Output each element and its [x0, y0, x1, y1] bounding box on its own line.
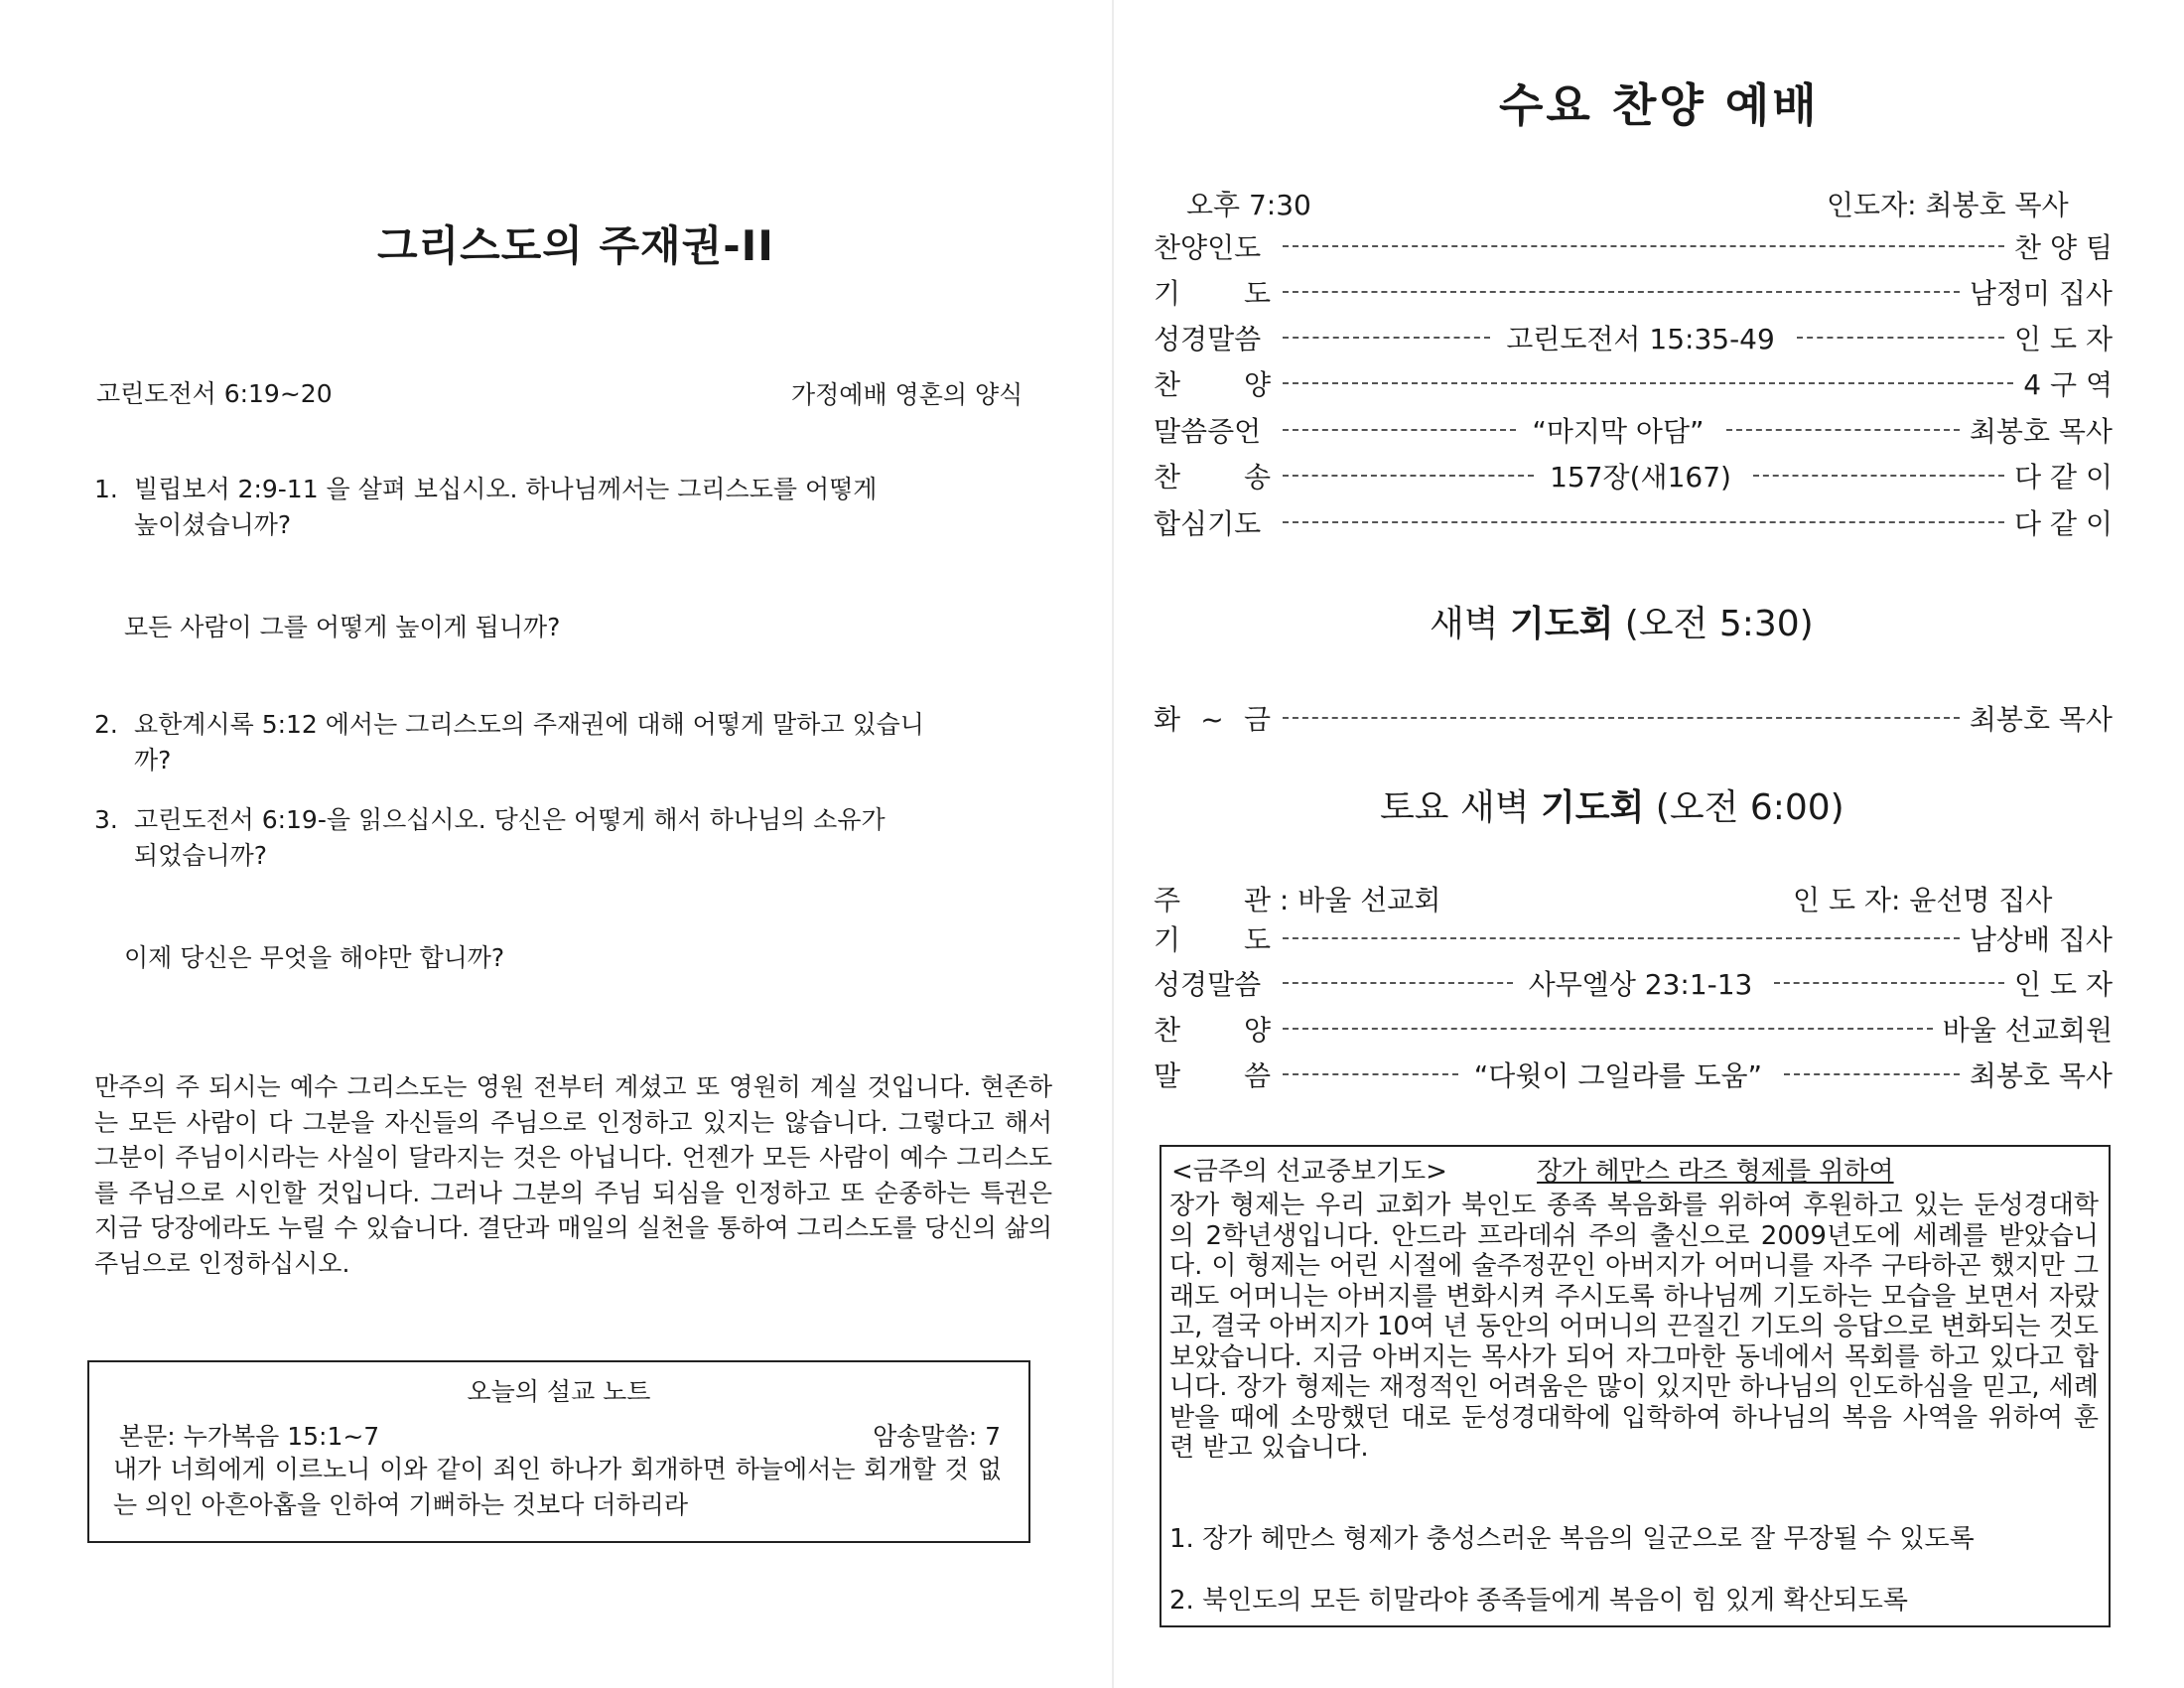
host-line	[1154, 879, 1440, 918]
host-value: : 바울 선교회	[1279, 884, 1441, 916]
question-3	[94, 802, 1052, 874]
dawn-value: 최봉호 목사	[1969, 703, 2113, 736]
saturday-suffix: (오전 6:00)	[1655, 787, 1844, 828]
sermon-note-box	[87, 1360, 1030, 1543]
page-fold	[1112, 0, 1114, 1688]
mission-body: 장가 형제는 우리 교회가 북인도 종족 복음화를 위하여 후원하고 있는 둔성경대학의 2학년생입니다. 안드라 프라데쉬 주의 출신으로 2009년도에 세례를 받았습니다. 이 형제는 어린 시절에 술주정꾼인 아버지가 어머니를 자주 구타하곤 했지만 그래도 어머니는 아버지를 변화시켜 주시도록 하나님께 기도하는 모습을 보면서 자랐고, 결국 아버지가 10여 년 동안의 어머니의 끈질긴 기도의 응답으로 변화되는 것도 보았습니다. 지금 아버지는 목사가 되어 자그마한 동네에서 목회를 하고 있다고 합니다. 장가 형제는 재정적인 어려움은 많이 있지만 하나님의 인도하심을 믿고, 세례 받을 때에 소망했던 대로 둔성경대학에 입학하여 하나님의 복음 사역을 위하여 훈련 받고 있습니다.	[1169, 1191, 2099, 1463]
sermon-text-reference: 본문: 누가복음 15:1~7	[119, 1422, 380, 1451]
dash-leader	[1283, 291, 1960, 293]
host-label: 주 관	[1154, 884, 1271, 916]
dash-leader	[1283, 1073, 1458, 1075]
memory-verse-label: 암송말씀: 7	[873, 1422, 1001, 1451]
sub-question-1: 모든 사람이 그를 어떻게 높이게 됩니까?	[124, 613, 561, 641]
lesson-title: 그리스도의 주재권-II	[377, 221, 774, 270]
question-text-cont: 높이셨습니까?	[134, 510, 292, 539]
order-row	[1154, 502, 2113, 542]
saturday-row	[1154, 1009, 2113, 1049]
saturday-row	[1154, 918, 2113, 958]
scripture-reference: 고린도전서 6:19~20	[96, 379, 333, 408]
dash-leader	[1784, 1073, 1960, 1075]
mission-prayer-box	[1160, 1145, 2111, 1627]
question-2	[94, 707, 1052, 778]
order-row	[1154, 272, 2113, 312]
order-value: 찬 양 팀	[2014, 231, 2113, 264]
saturday-row	[1154, 1055, 2113, 1094]
question-number: 2.	[94, 710, 118, 739]
source-label: 가정예배 영혼의 양식	[791, 380, 1024, 409]
service-title: 수요 찬양 예배	[1499, 78, 1820, 132]
sermon-verse: 내가 너희에게 이르노니 이와 같이 죄인 하나가 회개하면 하늘에서는 회개할 것 없는 의인 아흔아홉을 인하여 기뻐하는 것보다 더하리라	[113, 1455, 1002, 1519]
order-value: 인 도 자	[2014, 968, 2113, 1001]
order-label: 합심기도	[1154, 507, 1262, 540]
dash-leader	[1283, 521, 2004, 523]
dash-leader	[1283, 937, 1960, 939]
order-label: 찬양인도	[1154, 231, 1262, 264]
question-text-cont: 되었습니까?	[134, 841, 268, 870]
order-label: 성경말씀	[1154, 968, 1262, 1001]
order-value: 다 같 이	[2014, 507, 2113, 540]
dash-leader	[1283, 382, 2013, 384]
order-row	[1154, 456, 2113, 495]
dawn-bold: 기도회	[1510, 604, 1614, 644]
question-text: 빌립보서 2:9-11 을 살펴 보십시오. 하나님께서는 그리스도를 어떻게	[134, 475, 878, 503]
saturday-leader: 인 도 자: 윤선명 집사	[1793, 884, 2053, 916]
dash-leader	[1283, 429, 1516, 431]
order-label: 기 도	[1154, 923, 1271, 956]
service-time: 오후 7:30	[1186, 189, 1311, 221]
dash-leader	[1797, 337, 2004, 339]
dawn-label: 화 ~ 금	[1154, 703, 1271, 736]
question-text: 요한계시록 5:12 에서는 그리스도의 주재권에 대해 어떻게 말하고 있습니	[134, 710, 924, 739]
dash-leader	[1283, 1028, 1933, 1030]
dash-leader	[1774, 982, 2004, 984]
dash-leader	[1283, 475, 1534, 477]
order-detail: 고린도전서 15:35-49	[1506, 323, 1775, 355]
prayer-item-2: 2. 북인도의 모든 히말라야 종족들에게 복음이 힘 있게 확산되도록	[1169, 1586, 1908, 1616]
service-leader: 인도자: 최봉호 목사	[1827, 189, 2069, 221]
devotional-paragraph: 만주의 주 되시는 예수 그리스도는 영원 전부터 계셨고 또 영원히 계실 것입니다. 현존하는 모든 사람이 다 그분을 자신들의 주님으로 인정하고 있지는 않습니다. 그렇다고 해서 그분이 주님이시라는 사실이 달라지는 것은 아닙니다. 언젠가 모든 사람이 예수 그리스도를 주님으로 시인할 것입니다. 그러나 그분의 주님 되심을 인정하고 또 순종하는 특권은 지금 당장에라도 누릴 수 있습니다. 결단과 매일의 실천을 통하여 그리스도를 당신의 삶의 주님으로 인정하십시오.	[94, 1072, 1052, 1278]
dawn-prefix: 새벽	[1430, 604, 1499, 644]
mission-subject: 장가 헤만스 라즈 형제를 위하여	[1537, 1157, 1894, 1187]
question-number: 3.	[94, 805, 118, 834]
order-value: 바울 선교회원	[1942, 1014, 2113, 1047]
dash-leader	[1283, 982, 1513, 984]
saturday-prefix: 토요 새벽	[1380, 787, 1530, 828]
order-label: 찬 송	[1154, 461, 1271, 493]
order-row	[1154, 363, 2113, 403]
order-label: 성경말씀	[1154, 323, 1262, 355]
order-detail: 157장(새167)	[1550, 461, 1731, 493]
order-label: 말 씀	[1154, 1059, 1271, 1092]
order-value: 남정미 집사	[1969, 277, 2113, 310]
order-row	[1154, 410, 2113, 450]
order-value: 4 구 역	[2023, 368, 2113, 401]
order-value: 최봉호 목사	[1969, 415, 2113, 448]
saturday-row	[1154, 963, 2113, 1003]
question-1	[94, 472, 1052, 543]
order-detail: “마지막 아담”	[1532, 415, 1705, 448]
dawn-prayer-heading	[1430, 596, 1814, 646]
dawn-row	[1154, 698, 2113, 738]
order-label: 말씀증언	[1154, 415, 1262, 448]
order-value: 최봉호 목사	[1969, 1059, 2113, 1092]
order-value: 인 도 자	[2014, 323, 2113, 355]
dash-leader	[1753, 475, 2004, 477]
dash-leader	[1283, 717, 1960, 719]
sub-question-3: 이제 당신은 무엇을 해야만 합니까?	[124, 943, 505, 972]
question-text: 고린도전서 6:19-을 읽으십시오. 당신은 어떻게 해서 하나님의 소유가	[134, 805, 886, 834]
order-detail: “다윗이 그일라를 도움”	[1473, 1059, 1763, 1092]
question-number: 1.	[94, 475, 118, 503]
dawn-suffix: (오전 5:30)	[1624, 604, 1814, 644]
order-label: 기 도	[1154, 277, 1271, 310]
question-text-cont: 까?	[134, 746, 172, 774]
prayer-item-1: 1. 장가 헤만스 형제가 충성스러운 복음의 일군으로 잘 무장될 수 있도록	[1169, 1524, 1975, 1554]
sermon-note-title: 오늘의 설교 노트	[467, 1377, 651, 1406]
order-detail: 사무엘상 23:1-13	[1528, 968, 1753, 1001]
dash-leader	[1283, 337, 1490, 339]
order-value: 다 같 이	[2014, 461, 2114, 493]
order-row	[1154, 226, 2113, 266]
mission-heading: <금주의 선교중보기도>	[1171, 1157, 1447, 1187]
saturday-prayer-heading	[1380, 779, 1844, 830]
order-label: 찬 양	[1154, 368, 1271, 401]
saturday-bold: 기도회	[1541, 787, 1645, 828]
order-value: 남상배 집사	[1969, 923, 2113, 956]
dash-leader	[1283, 245, 2004, 247]
dash-leader	[1726, 429, 1960, 431]
order-label: 찬 양	[1154, 1014, 1271, 1047]
order-row	[1154, 318, 2113, 357]
